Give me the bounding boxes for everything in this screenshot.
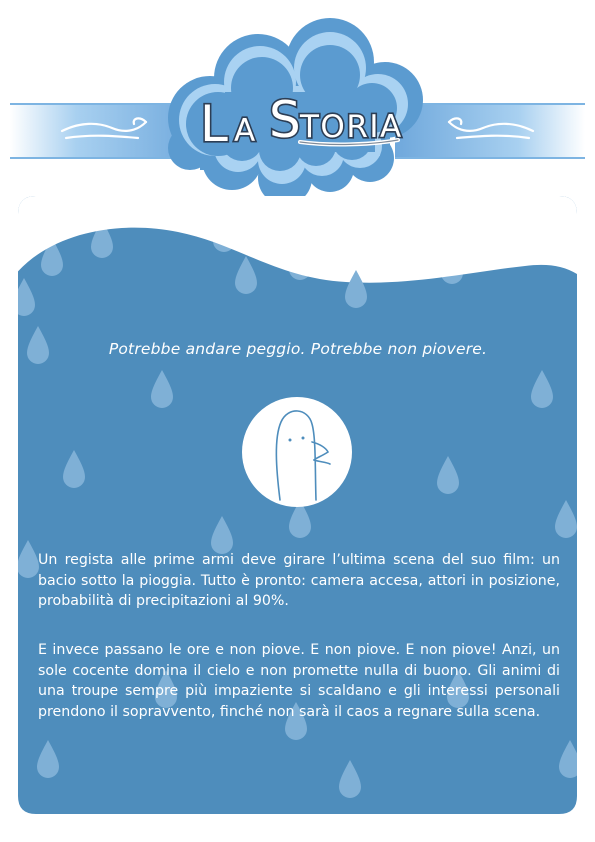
story-tagline: Potrebbe andare peggio. Potrebbe non piovere. xyxy=(108,340,488,358)
story-paragraph: Un regista alle prime armi deve girare l’ultima scena del suo film: un bacio sotto la pioggia. Tutto è pronto: camera accesa, attori in posizione, probabilità di precipitazioni al 90%. xyxy=(38,552,560,609)
character-portrait-icon xyxy=(242,397,352,507)
title-letter-a: A xyxy=(234,113,256,149)
title-word-toria: TORIA xyxy=(300,109,403,145)
title-initial-s: S xyxy=(269,91,301,149)
title-initial-l: L xyxy=(200,95,228,153)
story-paragraph: E invece passano le ore e non piove. E non piove. E non piove! Anzi, un sole cocente domina il cielo e non promette nulla di buono. Gli animi di una troupe sempre più impaziente si scaldano e gli interessi personali prendono il sopravvento, finché non sarà il caos a regnare sulla scena. xyxy=(38,642,560,720)
